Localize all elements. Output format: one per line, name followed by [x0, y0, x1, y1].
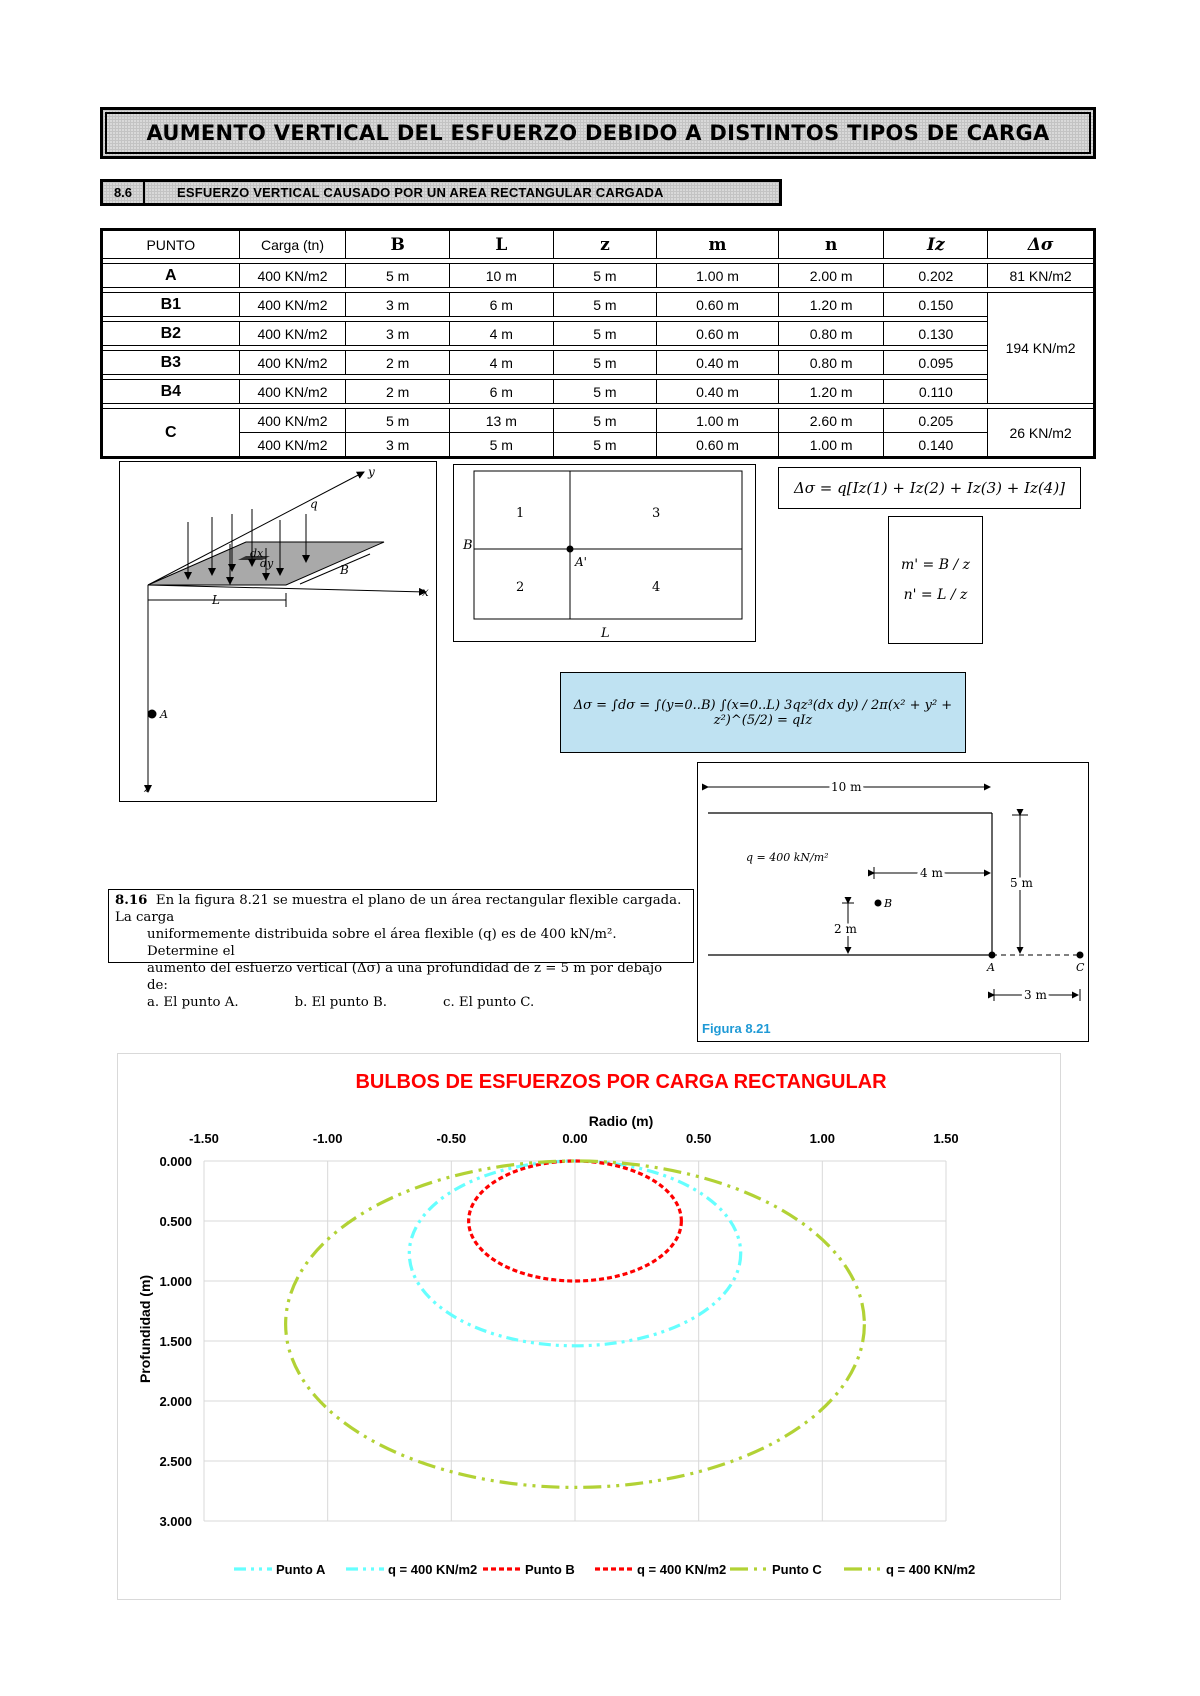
- problem-number: 8.16: [115, 893, 148, 908]
- cell-l: 6 m: [449, 380, 553, 404]
- cell-z: 5 m: [553, 433, 657, 458]
- chart-title: BULBOS DE ESFUERZOS POR CARGA RECTANGULAR: [355, 1071, 887, 1093]
- cell-n: 0.80 m: [778, 351, 884, 375]
- col-header: B: [346, 230, 450, 259]
- legend-label: q = 400 KN/m2: [886, 1562, 976, 1577]
- problem-line-2: uniformemente distribuida sobre el área flexible (q) es de 400 kN/m². Determine el: [147, 927, 617, 959]
- label-x: x: [422, 585, 429, 599]
- y-tick-label: 2.500: [159, 1454, 192, 1469]
- x-tick-labels: [189, 1131, 958, 1146]
- cell-b: 3 m: [346, 433, 450, 458]
- subdivision-diagram: [454, 465, 755, 641]
- y-tick-labels: [159, 1154, 192, 1529]
- figure-8-21: [697, 762, 1089, 1042]
- main-title-banner: [100, 107, 1096, 159]
- cell-iz: 0.202: [884, 264, 988, 288]
- x-tick-label: 0.00: [562, 1131, 588, 1146]
- label-l: L: [601, 626, 610, 641]
- label-z: z: [144, 781, 151, 795]
- col-header: m: [657, 230, 779, 259]
- section-title: ESFUERZO VERTICAL CAUSADO POR UN AREA RECTANGULAR CARGADA: [177, 185, 664, 200]
- dim-10m: 10 m: [831, 780, 862, 794]
- cell-z: 5 m: [553, 380, 657, 404]
- label-point-a-prime: A': [575, 555, 587, 569]
- y-tick-label: 2.000: [159, 1394, 192, 1409]
- cell-m: 0.60 m: [657, 293, 779, 317]
- problem-option-c: c. El punto C.: [443, 995, 535, 1010]
- cell-b: 2 m: [346, 351, 450, 375]
- cell-n: 1.00 m: [778, 433, 884, 458]
- cell-carga: 400 KN/m2: [239, 433, 346, 458]
- cell-punto: B2: [102, 322, 240, 346]
- cell-carga: 400 KN/m2: [239, 409, 346, 433]
- y-tick-label: 1.000: [159, 1274, 192, 1289]
- x-tick-label: -1.50: [189, 1131, 219, 1146]
- dim-5m: 5 m: [1010, 876, 1033, 890]
- cell-m: 0.60 m: [657, 322, 779, 346]
- cell-carga: 400 KN/m2: [239, 351, 346, 375]
- cell-l: 4 m: [449, 322, 553, 346]
- dim-2m: 2 m: [834, 922, 857, 936]
- cell-z: 5 m: [553, 293, 657, 317]
- cell-l: 10 m: [449, 264, 553, 288]
- problem-statement: [108, 889, 694, 1010]
- cell-carga: 400 KN/m2: [239, 293, 346, 317]
- label-l: L: [212, 593, 220, 607]
- label-b: B: [463, 538, 473, 553]
- figure-8-21-diagram: [698, 763, 1088, 1041]
- label-y: y: [368, 465, 375, 479]
- cell-n: 1.20 m: [778, 380, 884, 404]
- label-dx: dx: [250, 547, 264, 560]
- problem-line-1: En la figura 8.21 se muestra el plano de un área rectangular flexible cargada. La carga: [115, 893, 682, 925]
- table-header-row: [102, 230, 1095, 259]
- table-row: [102, 409, 1095, 433]
- col-header: n: [778, 230, 884, 259]
- col-header: Iz: [884, 230, 988, 259]
- cell-m: 0.40 m: [657, 351, 779, 375]
- problem-option-a: a. El punto A.: [147, 995, 239, 1010]
- point-b-label: B: [884, 897, 893, 910]
- cell-m: 1.00 m: [657, 264, 779, 288]
- chart-ylabel: Profundidad (m): [137, 1274, 153, 1384]
- dim-4m: 4 m: [920, 866, 943, 880]
- stress-bulb-chart: [117, 1053, 1061, 1600]
- stress-bulb-chart-svg: [118, 1054, 1060, 1599]
- legend-label: Punto C: [772, 1562, 822, 1577]
- y-tick-label: 1.500: [159, 1334, 192, 1349]
- page-title: AUMENTO VERTICAL DEL ESFUERZO DEBIDO A DISTINTOS TIPOS DE CARGA: [146, 121, 1050, 145]
- cell-iz: 0.150: [884, 293, 988, 317]
- table-row: [102, 433, 1095, 458]
- cell-m: 0.40 m: [657, 380, 779, 404]
- load-diagram-figure: [119, 461, 437, 802]
- cell-delta: 194 KN/m2: [988, 293, 1095, 404]
- cell-b: 5 m: [346, 409, 450, 433]
- cell-iz: 0.095: [884, 351, 988, 375]
- problem-option-b: b. El punto B.: [294, 995, 387, 1010]
- col-header: PUNTO: [102, 230, 240, 259]
- legend-label: q = 400 KN/m2: [637, 1562, 727, 1577]
- cell-n: 2.00 m: [778, 264, 884, 288]
- table-row: [102, 380, 1095, 404]
- chart-grid: [204, 1161, 946, 1521]
- legend-label: q = 400 KN/m2: [388, 1562, 478, 1577]
- label-point-a: A: [160, 708, 168, 721]
- table-row: [102, 293, 1095, 317]
- cell-z: 5 m: [553, 409, 657, 433]
- cell-iz: 0.110: [884, 380, 988, 404]
- col-header: Δσ: [988, 230, 1095, 259]
- cell-z: 5 m: [553, 322, 657, 346]
- cell-l: 5 m: [449, 433, 553, 458]
- cell-z: 5 m: [553, 264, 657, 288]
- col-header: Carga (tn): [239, 230, 346, 259]
- cell-carga: 400 KN/m2: [239, 380, 346, 404]
- region-1: 1: [516, 506, 525, 521]
- cell-z: 5 m: [553, 351, 657, 375]
- cell-b: 3 m: [346, 293, 450, 317]
- cell-carga: 400 KN/m2: [239, 264, 346, 288]
- cell-l: 6 m: [449, 293, 553, 317]
- point-a-label: A: [987, 961, 995, 974]
- x-tick-label: 1.00: [809, 1131, 835, 1146]
- results-table: [100, 228, 1096, 459]
- table-row: [102, 264, 1095, 288]
- col-header: z: [553, 230, 657, 259]
- integral-formula: Δσ = ∫dσ = ∫(y=0..B) ∫(x=0..L) 3qz³(dx dy) / 2π(x² + y² + z²)^(5/2) = qIz: [560, 672, 966, 753]
- legend-label: Punto A: [276, 1562, 326, 1577]
- cell-punto: B3: [102, 351, 240, 375]
- label-b: B: [340, 563, 349, 577]
- x-tick-label: -1.00: [312, 1131, 343, 1146]
- section-title-banner: [100, 179, 782, 206]
- n-prime-formula: n' = L / z: [903, 587, 968, 603]
- cell-delta: 26 KN/m2: [988, 409, 1095, 458]
- cell-l: 13 m: [449, 409, 553, 433]
- cell-n: 0.80 m: [778, 322, 884, 346]
- cell-iz: 0.140: [884, 433, 988, 458]
- cell-punto: B1: [102, 293, 240, 317]
- mn-formula-box: [888, 516, 983, 644]
- cell-iz: 0.130: [884, 322, 988, 346]
- y-tick-label: 0.500: [159, 1214, 192, 1229]
- cell-punto: B4: [102, 380, 240, 404]
- cell-b: 2 m: [346, 380, 450, 404]
- cell-carga: 400 KN/m2: [239, 322, 346, 346]
- cell-b: 3 m: [346, 322, 450, 346]
- dim-3m: 3 m: [1024, 988, 1047, 1002]
- x-tick-label: -0.50: [436, 1131, 467, 1146]
- cell-m: 1.00 m: [657, 409, 779, 433]
- chart-legend: [234, 1562, 975, 1577]
- cell-n: 1.20 m: [778, 293, 884, 317]
- figure-caption: Figura 8.21: [702, 1021, 771, 1036]
- x-tick-label: 1.50: [933, 1131, 959, 1146]
- cell-punto: A: [102, 264, 240, 288]
- load-q-label: q = 400 kN/m²: [746, 851, 829, 864]
- cell-iz: 0.205: [884, 409, 988, 433]
- cell-b: 5 m: [346, 264, 450, 288]
- x-tick-label: 0.50: [686, 1131, 712, 1146]
- label-q: q: [310, 497, 318, 511]
- cell-l: 4 m: [449, 351, 553, 375]
- section-code: 8.6: [103, 182, 145, 203]
- y-tick-label: 3.000: [159, 1514, 192, 1529]
- legend-label: Punto B: [525, 1562, 575, 1577]
- point-c-label: C: [1076, 961, 1085, 974]
- region-4: 4: [652, 580, 661, 595]
- y-tick-label: 0.000: [159, 1154, 192, 1169]
- cell-delta: 81 KN/m2: [988, 264, 1095, 288]
- superposition-formula: Δσ = q[Iz(1) + Iz(2) + Iz(3) + Iz(4)]: [778, 467, 1081, 509]
- col-header: L: [449, 230, 553, 259]
- label-dy: dy: [260, 557, 274, 570]
- region-3: 3: [652, 506, 661, 521]
- cell-m: 0.60 m: [657, 433, 779, 458]
- load-diagram: [120, 462, 436, 801]
- region-2: 2: [516, 580, 525, 595]
- problem-line-3: aumento del esfuerzo vertical (Δσ) a una profundidad de z = 5 m por debajo de:: [147, 961, 663, 993]
- table-row: [102, 322, 1095, 346]
- cell-punto: C: [102, 409, 240, 458]
- table-row: [102, 351, 1095, 375]
- chart-xlabel: Radio (m): [588, 1113, 654, 1129]
- subdivision-figure: [453, 464, 756, 642]
- cell-n: 2.60 m: [778, 409, 884, 433]
- m-prime-formula: m' = B / z: [900, 557, 971, 573]
